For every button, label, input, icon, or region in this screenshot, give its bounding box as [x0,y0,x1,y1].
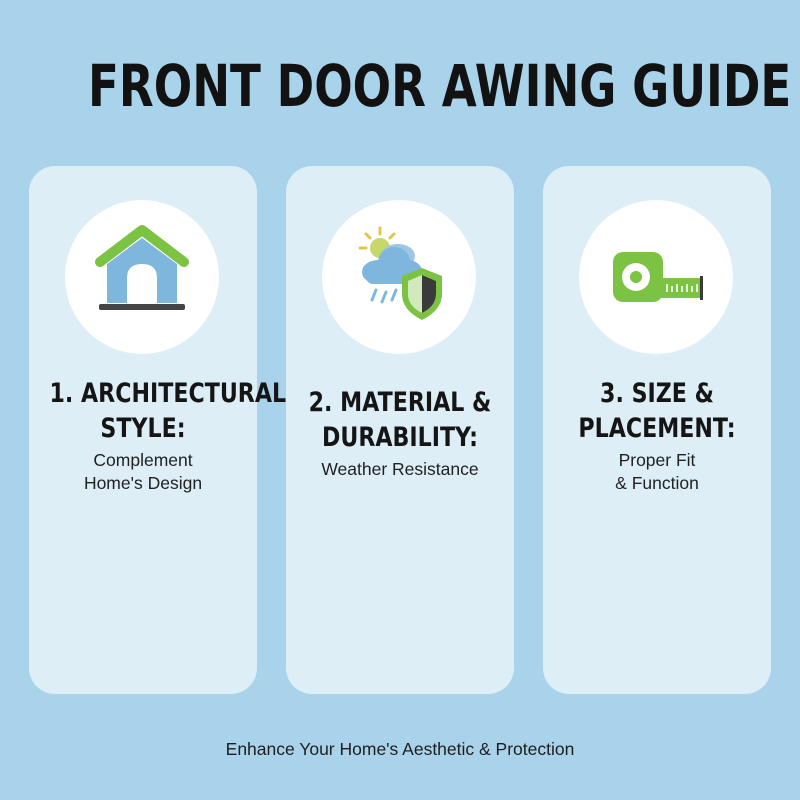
page-title: FRONT DOOR AWING GUIDE [88,52,792,120]
card-heading [307,385,494,455]
card-heading [564,376,751,446]
icon-circle [579,200,733,354]
card-size-placement [543,166,771,694]
weather-shield-icon [322,200,476,354]
footer-tagline: Enhance Your Home's Aesthetic & Protection [225,739,575,759]
card-heading [49,376,287,446]
card-subtext-line: & Function [615,473,699,493]
house-icon [65,200,219,354]
card-heading-line: 3. SIZE & [600,378,714,409]
card-subtext-line: Complement [93,450,193,470]
card-heading-line: PLACEMENT: [578,413,736,444]
card-heading-line: 1. ARCHITECTURAL [49,378,287,409]
card-subtext-line: Proper Fit [618,450,696,470]
card-subtext [286,458,514,481]
card-subtext-line: Home's Design [83,473,203,493]
card-heading-line: STYLE: [100,413,186,444]
tape-measure-icon [579,200,733,354]
card-architectural-style [29,166,287,694]
card-heading-line: DURABILITY: [321,422,479,453]
card-subtext [543,449,771,495]
card-subtext [29,449,257,495]
card-heading-line: 2. MATERIAL & [308,387,492,418]
card-subtext-line: Weather Resistance [321,459,479,479]
card-material-durability [286,166,514,694]
icon-circle [65,200,219,354]
icon-circle [322,200,476,354]
